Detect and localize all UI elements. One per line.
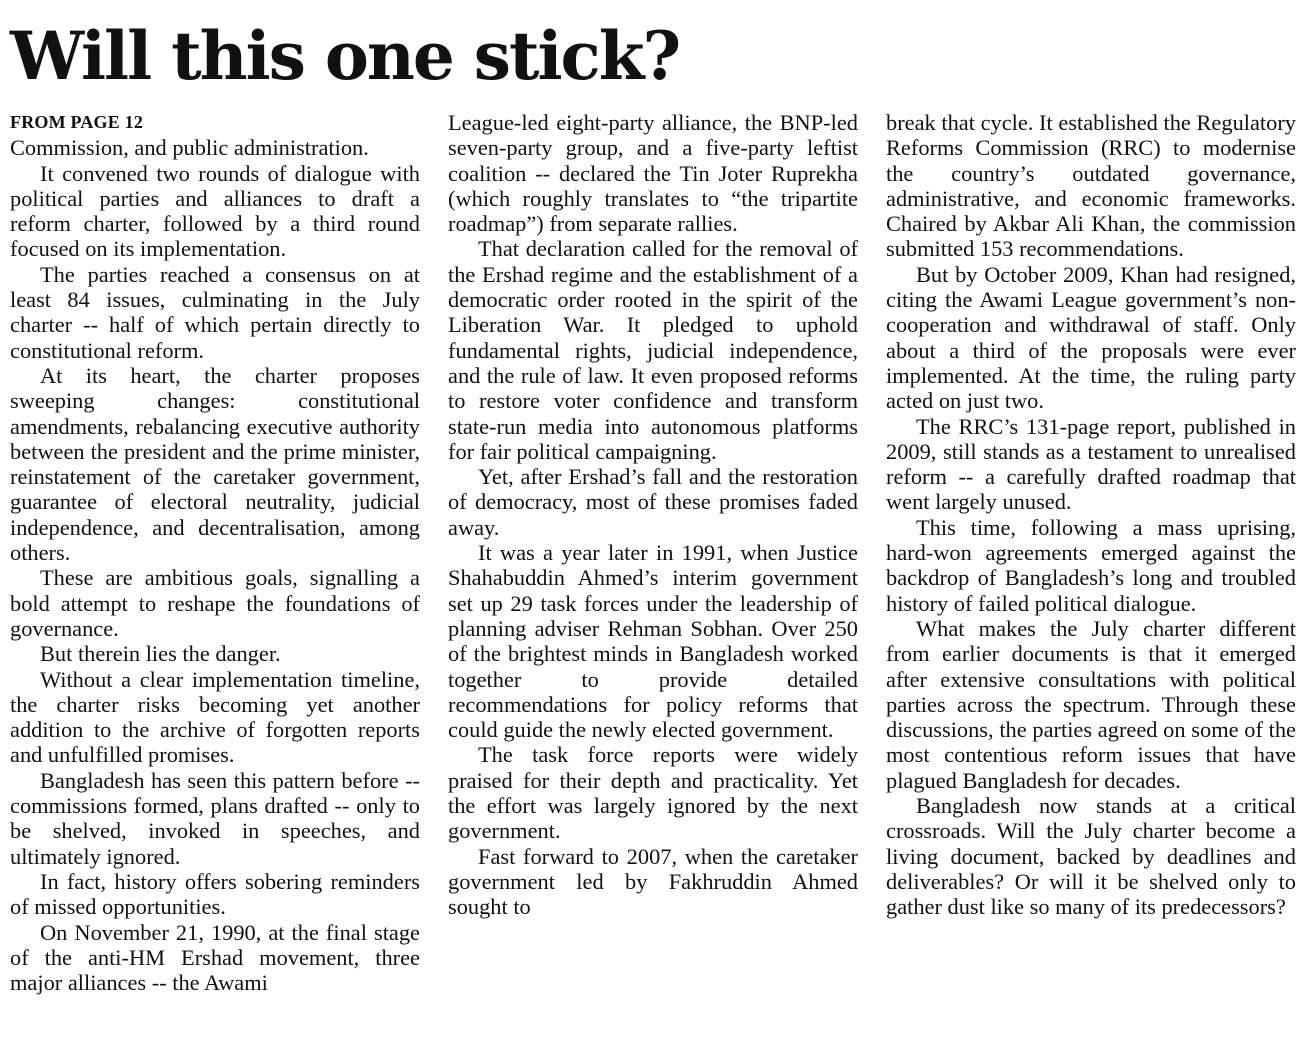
paragraph: Fast forward to 2007, when the caretaker government led by Fakhruddin Ahmed sought to	[448, 843, 858, 920]
paragraph: In fact, history offers sobering reminders of missed opportunities.	[10, 868, 420, 920]
article-column-1	[10, 110, 420, 1050]
paragraph: break that cycle. It established the Regulatory Reforms Commission (RRC) to modernise the country’s outdated governance, administrative, and economic frameworks. Chaired by Akbar Ali Khan, the commission submitted 153 recommendations.	[886, 110, 1296, 262]
paragraph: The task force reports were widely praised for their depth and practicality. Yet the effort was largely ignored by the next government.	[448, 742, 858, 844]
paragraph: But by October 2009, Khan had resigned, citing the Awami League government’s non-cooperation and withdrawal of staff. Only about a third of the proposals were ever implemented. At the time, the ruling party acted on just two.	[886, 261, 1296, 414]
headline: Will this one stick?	[10, 17, 680, 95]
paragraph: The RRC’s 131-page report, published in 2009, still stands as a testament to unrealised reform -- a carefully drafted roadmap that went largely unused.	[886, 413, 1296, 515]
paragraph: That declaration called for the removal of the Ershad regime and the establishment of a democratic order rooted in the spirit of the Liberation War. It pledged to uphold fundamental rights, judicial independence, and the rule of law. It even proposed reforms to restore voter confidence and transform state-run media into autonomous platforms for fair political campaigning.	[448, 236, 858, 464]
paragraph: This time, following a mass uprising, hard-won agreements emerged against the backdrop of Bangladesh’s long and troubled history of failed political dialogue.	[886, 514, 1296, 616]
paragraph: Commission, and public administration.	[10, 135, 369, 161]
paragraph: Bangladesh now stands at a critical crossroads. Will the July charter become a living document, backed by deadlines and deliverables? Or will it be shelved only to gather dust like so many of its predecessors?	[886, 793, 1296, 920]
article-column-2	[448, 110, 858, 1050]
paragraph: These are ambitious goals, signalling a bold attempt to reshape the foundations of governance.	[10, 565, 420, 641]
paragraph: Bangladesh has seen this pattern before -- commissions formed, plans drafted -- only to be shelved, invoked in speeches, and ultimately ignored.	[10, 767, 420, 869]
paragraph: The parties reached a consensus on at least 84 issues, culminating in the July charter -- half of which pertain directly to constitutional reform.	[10, 261, 420, 363]
article-column-3	[886, 110, 1296, 1050]
paragraph: It convened two rounds of dialogue with political parties and alliances to draft a reform charter, followed by a third round focused on its implementation.	[10, 160, 420, 262]
paragraph: League-led eight-party alliance, the BNP-led seven-party group, and a five-party leftist coalition -- declared the Tin Joter Ruprekha (which roughly translates to “the tripartite roadmap”) from separate rallies.	[448, 110, 858, 237]
paragraph: It was a year later in 1991, when Justice Shahabuddin Ahmed’s interim government set up 29 task forces under the leadership of planning adviser Rehman Sobhan. Over 250 of the brightest minds in Bangladesh worked together to provide detailed recommendations for policy reforms that could guide the newly elected government.	[448, 540, 858, 743]
paragraph: Yet, after Ershad’s fall and the restoration of democracy, most of these promises faded away.	[448, 464, 858, 540]
paragraph: Without a clear implementation timeline, the charter risks becoming yet another addition to the archive of forgotten reports and unfulfilled promises.	[10, 666, 420, 768]
paragraph: What makes the July charter different from earlier documents is that it emerged after extensive consultations with political parties across the spectrum. Through these discussions, the parties agreed on some of the most contentious reform issues that have plagued Bangladesh for decades.	[886, 615, 1296, 793]
jump-line: FROM PAGE 12	[10, 112, 144, 132]
paragraph: On November 21, 1990, at the final stage of the anti-HM Ershad movement, three major alliances -- the Awami	[10, 919, 420, 996]
paragraph: At its heart, the charter proposes sweeping changes: constitutional amendments, rebalancing executive authority between the president and the prime minister, reinstatement of the caretaker government, guarantee of electoral neutrality, judicial independence, and decentralisation, among others.	[10, 362, 420, 566]
paragraph: But therein lies the danger.	[40, 641, 281, 667]
